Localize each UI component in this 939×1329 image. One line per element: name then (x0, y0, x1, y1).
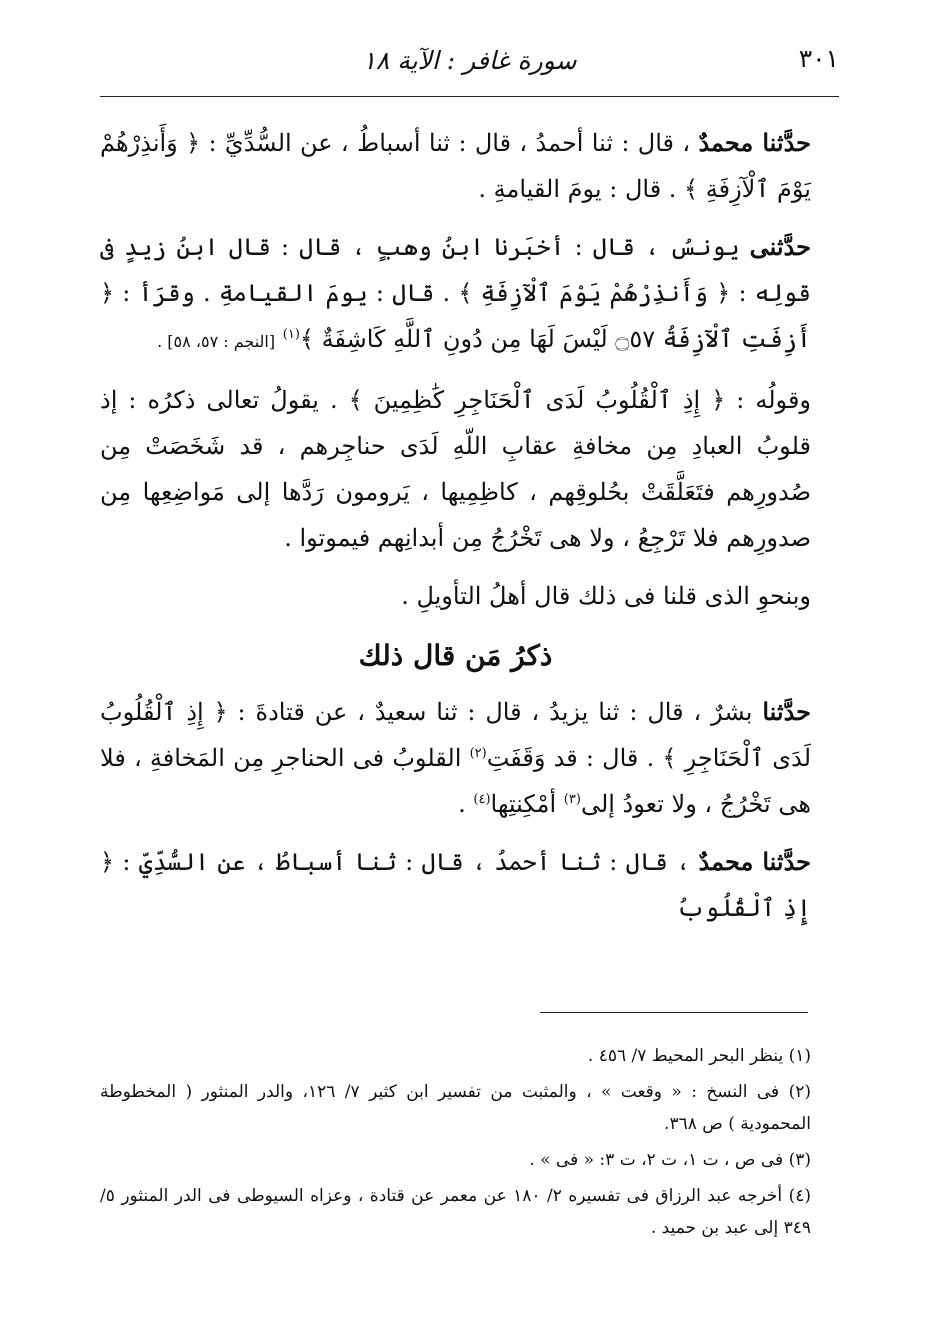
paragraph-3 (100, 377, 811, 561)
paragraph-6 (100, 839, 811, 931)
running-title: سورة غافر : الآية ١٨ (362, 46, 577, 75)
paragraph-4 (100, 573, 811, 619)
footnotes (100, 1040, 811, 1248)
paragraph-2 (100, 224, 811, 365)
footnote-1: (١) ينظر البحر المحيط ٧/ ٤٥٦ . (587, 1046, 811, 1066)
header-divider (100, 96, 839, 97)
section-heading: ذكرُ مَن قال ذلك (358, 639, 553, 672)
paragraph-text: بشرٌ ، قال : ثنا يزيدُ ، قال : ثنا سعيدٌ ، عن قتادةَ : ﴿ إِذِ ٱلْقُلُوبُ لَدَى ٱلْحَنَاجِرِ ﴾ . قال : قد وَقَفَتِ (100, 698, 812, 772)
narration-lead: حدَّثنا محمدٌ (698, 128, 812, 157)
paragraph-5 (100, 689, 811, 827)
paragraph-text: وبنحوِ الذى قلنا فى ذلك قال أهلُ التأويلِ . (401, 582, 811, 610)
paragraph-text: القلوبُ فى الحناجرِ مِن المَخافةِ ، فلا هى تَخْرُجُ ، ولا تعودُ إلى (100, 744, 811, 818)
page-header (100, 38, 839, 88)
paragraph-text: . (458, 790, 466, 818)
paragraph-1 (100, 120, 811, 212)
footnote-divider (540, 1012, 808, 1013)
paragraph-text: وقولُه : ﴿ إِذِ ٱلْقُلُوبُ لَدَى ٱلْحَنَاجِرِ كَٰظِمِينَ ﴾ . يقولُ تعالى ذكرُه : إذ قلوبُ العبادِ مِن مخافةِ عقابِ اللّهِ لَدَى حناجِرهم ، قد شَخَصَتْ مِن صُدورِهم فتَعَلَّقَتْ بحُلوقِهم ، كاظِمِيها ، يَرومون رَدَّها إلى مَواضِعِها مِن صدورِهم فلا تَرْجِعُ ، ولا هى تَخْرُجُ مِن أبدانِهم فيموتوا . (100, 386, 812, 552)
footnote-marker: (٣) (563, 792, 581, 807)
footnote-3: (٣) فى ص ، ت ١، ت ٢، ت ٣: « فى » . (529, 1150, 811, 1170)
narration-lead: حدَّثنا (762, 697, 811, 726)
paragraph-text: أمْكِنتِها (490, 790, 557, 818)
paragraph-text: ، قال : ثنا أحمدُ ، قال : ثنا أسباطُ ، عن السُّدِّيِّ : ﴿ إِذِ ٱلْقُلُوبُ (100, 848, 811, 922)
paragraph-text: ، قال : ثنا أحمدُ ، قال : ثنا أسباطُ ، عن السُّدِّيِّ : ﴿ وَأَنذِرْهُمْ يَوْمَ ٱلْآزِفَةِ ﴾ . قال : يومَ القيامةِ . (100, 129, 811, 203)
footnote-2: (٢) فى النسخ : « وقعت » ، والمثبت من تفسير ابن كثير ٧/ ١٢٦، والدر المنثور ( المخطوطة المحمودية ) ص ٣٦٨. (100, 1082, 811, 1134)
verse-reference: [النجم : ٥٧، ٥٨] . (157, 332, 276, 351)
narration-lead: حدَّثنى (749, 232, 811, 261)
footnote-marker: (١) (282, 327, 300, 342)
page-number: ٣٠١ (798, 44, 839, 73)
main-text (100, 120, 811, 943)
paragraph-text: يونسُ ، قال : أخبَرنا ابنُ وهبٍ ، قال : قال ابنُ زيدٍ فى قولِه : ﴿ وَأَنذِرْهُمْ يَوْمَ ٱلْآزِفَةِ ﴾ . قال : يومَ القيامةِ . وقرَأ : ﴿ أَزِفَتِ ٱلْآزِفَةُ ۝٥٧ لَيْسَ لَهَا مِن دُونِ ٱللَّهِ كَاشِفَةٌ ﴾ (100, 233, 811, 353)
footnote-marker: (٤) (473, 792, 491, 807)
narration-lead: حدَّثنا محمدٌ (698, 847, 812, 876)
footnote-marker: (٢) (469, 746, 487, 761)
footnote-4: (٤) أخرجه عبد الرزاق فى تفسيره ٢/ ١٨٠ عن معمر عن قتادة ، وعزاه السيوطى فى الدر المنثور ٥/ ٣٤٩ إلى عبد بن حميد . (100, 1186, 811, 1238)
